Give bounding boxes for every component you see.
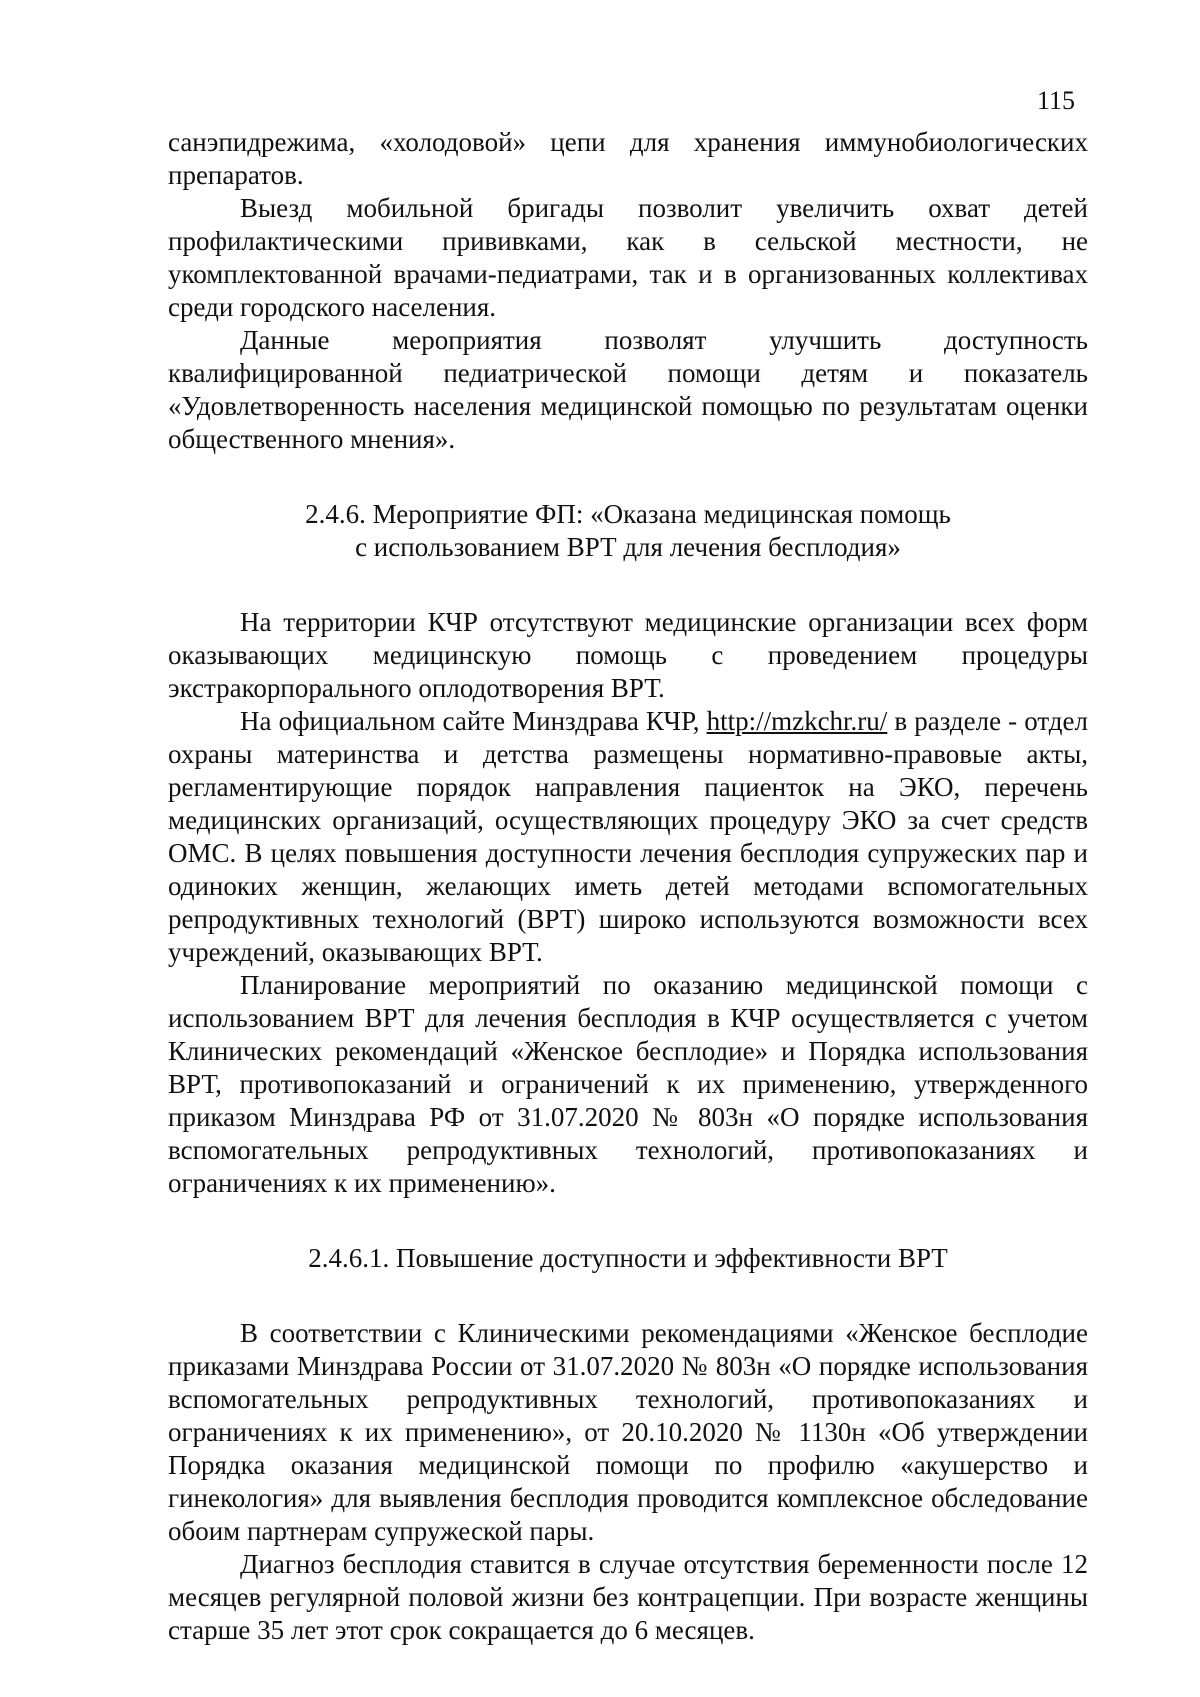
- paragraph-clinical-recommendations: В соответствии с Клиническими рекомендациями «Женское бесплодие приказами Минздрава России от 31.07.2020 № 803н «О порядке использования вспомогательных репродуктивных технологий, противопоказаниях и ограничениях к их применению», от 20.10.2020 № 1130н «Об утверждении Порядка оказания медицинской помощи по профилю «акушерство и гинекология» для выявления бесплодия проводится комплексное обследование обоим партнерам супружеской пары.: [168, 1318, 1088, 1546]
- section-heading-2-4-6-1: 2.4.6.1. Повышение доступности и эффективности ВРТ: [308, 1243, 948, 1273]
- paragraph-official-site: [168, 705, 1088, 969]
- section-heading-line: 2.4.6. Мероприятие ФП: «Оказана медицинская помощь: [305, 499, 951, 529]
- paragraph-measures-effect: Данные мероприятия позволят улучшить доступность квалифицированной педиатрической помощи детям и показатель «Удовлетворенность населения медицинской помощью по результатам оценки общественного мнения».: [168, 325, 1088, 454]
- ministry-site-link[interactable]: http://mzkchr.ru/: [706, 706, 888, 736]
- paragraph-no-organizations: На территории КЧР отсутствуют медицинские организации всех форм оказывающих медицинскую помощь с проведением процедуры экстракорпорального оплодотворения ВРТ.: [168, 607, 1088, 703]
- spacer: [168, 1275, 1088, 1317]
- paragraph-diagnosis: Диагноз бесплодия ставится в случае отсутствия беременности после 12 месяцев регулярной половой жизни без контрацепции. При возрасте женщины старше 35 лет этот срок сокращается до 6 месяцев.: [168, 1549, 1088, 1645]
- paragraph-mobile-brigade: Выезд мобильной бригады позволит увеличить охват детей профилактическими прививками, как в сельской местности, не укомплектованной врачами-педиатрами, так и в организованных коллективах среди городского населения.: [168, 193, 1088, 322]
- spacer: [168, 1200, 1088, 1242]
- spacer: [168, 456, 1088, 498]
- document-body: [168, 126, 1088, 1647]
- section-heading-line: с использованием ВРТ для лечения бесплодия»: [355, 532, 901, 562]
- paragraph-planning: Планирование мероприятий по оказанию медицинской помощи с использованием ВРТ для лечения бесплодия в КЧР осуществляется с учетом Клинических рекомендаций «Женское бесплодие» и Порядка использования ВРТ, противопоказаний и ограничений к их применению, утвержденного приказом Минздрава РФ от 31.07.2020 № 803н «О порядке использования вспомогательных репродуктивных технологий, противопоказаниях и ограничениях к их применению».: [168, 970, 1088, 1198]
- section-heading-2-4-6: [168, 498, 1088, 564]
- paragraph-text: На официальном сайте Минздрава КЧР,: [240, 706, 707, 736]
- paragraph-text: в разделе - отдел охраны материнства и детства размещены нормативно-правовые акты, регламентирующие порядок направления пациенток на ЭКО, перечень медицинских организаций, осуществляющих процедуру ЭКО за счет средств ОМС. В целях повышения доступности лечения бесплодия супружеских пар и одиноких женщин, желающих иметь детей методами вспомогательных репродуктивных технологий (ВРТ) широко используются возможности всех учреждений, оказывающих ВРТ.: [168, 706, 1089, 967]
- page-number: 115: [1036, 86, 1075, 115]
- spacer: [168, 564, 1088, 606]
- paragraph-continuation: санэпидрежима, «холодовой» цепи для хранения иммунобиологических препаратов.: [168, 127, 1088, 190]
